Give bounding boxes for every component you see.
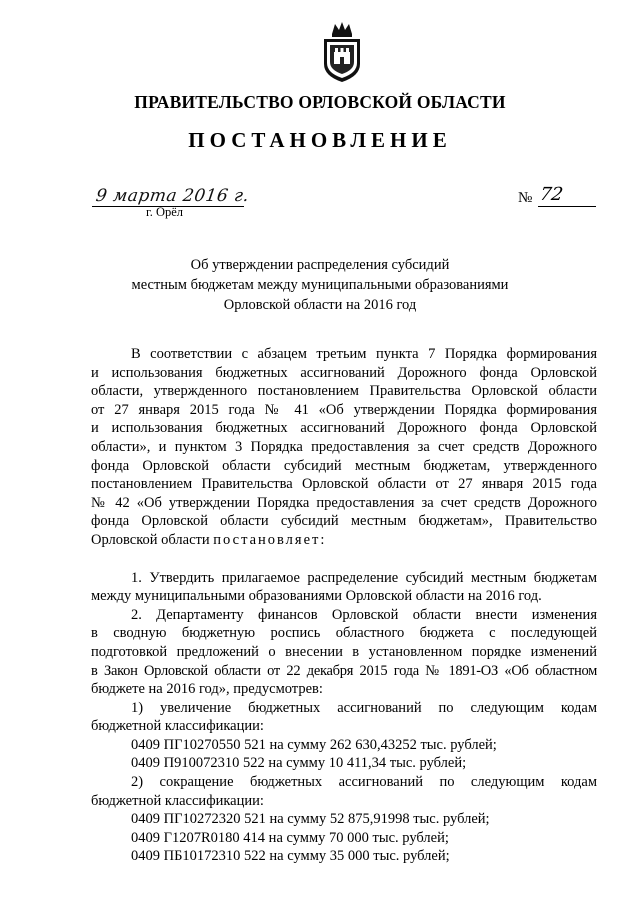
text-line: 2. Департаменту финансов Орловской области внести изменения	[131, 606, 597, 623]
subject-line: местным бюджетам между муниципальными образованиями	[131, 277, 509, 293]
text-line: в Закон Орловской области от 22 декабря 2015 года № 1891-ОЗ «Об областном	[91, 662, 597, 679]
subitem-2-paragraph	[91, 773, 597, 810]
budget-code-line: 0409 ПГ10270550 521 на сумму 262 630,43252 тыс. рублей;	[131, 736, 497, 753]
text-line: области», и пунктом 3 Порядка предоставления за счет средств Дорожного	[91, 438, 597, 455]
budget-code-line: 0409 ПБ10172310 522 на сумму 35 000 тыс. рублей;	[131, 848, 450, 865]
document-date: 9 марта 2016 г.	[94, 186, 251, 206]
item-2-paragraph	[91, 606, 597, 699]
text-line: 2) сокращение бюджетных ассигнований по следующим кодам	[131, 774, 597, 791]
budget-code-line: 0409 ПГ10272320 521 на сумму 52 875,91998 тыс. рублей;	[131, 811, 490, 828]
document-number: 72	[538, 184, 565, 205]
organization-title: ПРАВИТЕЛЬСТВО ОРЛОВСКОЙ ОБЛАСТИ	[134, 92, 506, 112]
paragraph-gap	[91, 550, 597, 569]
text-fragment: Орловской области	[91, 531, 214, 548]
text-line: 1) увеличение бюджетных ассигнований по следующим кодам	[131, 699, 597, 716]
subject-line: Орловской области на 2016 год	[223, 297, 417, 313]
item-1-paragraph	[91, 569, 597, 606]
text-line: и использования бюджетных ассигнований Дорожного фонда Орловской	[91, 420, 597, 437]
text-line: фонда Орловской области субсидий местным бюджетам», Правительство	[91, 513, 597, 530]
text-line: области, утвержденного постановлением Правительства Орловской области	[91, 383, 597, 400]
text-line: подготовкой предложений о внесении в установленном порядке изменений	[91, 643, 597, 660]
budget-code-line: 0409 П910072310 522 на сумму 10 411,34 тыс. рублей;	[131, 755, 467, 772]
text-line: и использования бюджетных ассигнований Дорожного фонда Орловской	[91, 364, 597, 381]
number-underline	[538, 206, 596, 207]
text-line: постановлением Правительства Орловской области от 27 января 2015 года	[91, 476, 597, 493]
text-line: бюджете на 2016 год», предусмотрев:	[91, 681, 323, 698]
text-line: В соответствии с абзацем третьим пункта 7 Порядка формирования	[131, 346, 597, 362]
number-label: №	[518, 190, 533, 206]
city: г. Орёл	[146, 205, 184, 219]
text-line: № 42 «Об утверждении Порядка предоставления за счет средств Дорожного	[91, 494, 597, 511]
text-line: 1. Утвердить прилагаемое распределение субсидий местным бюджетам	[131, 569, 597, 586]
coat-of-arms-icon	[318, 20, 366, 84]
text-line: в сводную бюджетную роспись областного бюджета с последующей	[91, 625, 597, 642]
subject-line: Об утверждении распределения субсидий	[190, 257, 450, 273]
decree-word: постановляет:	[213, 531, 327, 548]
text-line: от 27 января 2015 года № 41 «Об утверждении Порядка формирования	[91, 401, 597, 418]
preamble-paragraph	[91, 345, 597, 550]
document-subject	[0, 255, 640, 315]
text-line: фонда Орловской области субсидий местным бюджетам, утвержденного	[91, 457, 597, 474]
document-type: ПОСТАНОВЛЕНИЕ	[188, 128, 452, 152]
text-line: между муниципальными образованиями Орловской области на 2016 год.	[91, 588, 542, 605]
text-line	[91, 531, 597, 550]
budget-code-line: 0409 Г1207R0180 414 на сумму 70 000 тыс. рублей;	[131, 829, 449, 846]
subitem-1-paragraph	[91, 699, 597, 736]
text-line: бюджетной классификации:	[91, 718, 264, 735]
text-line: бюджетной классификации:	[91, 792, 264, 809]
document-body	[91, 345, 597, 866]
